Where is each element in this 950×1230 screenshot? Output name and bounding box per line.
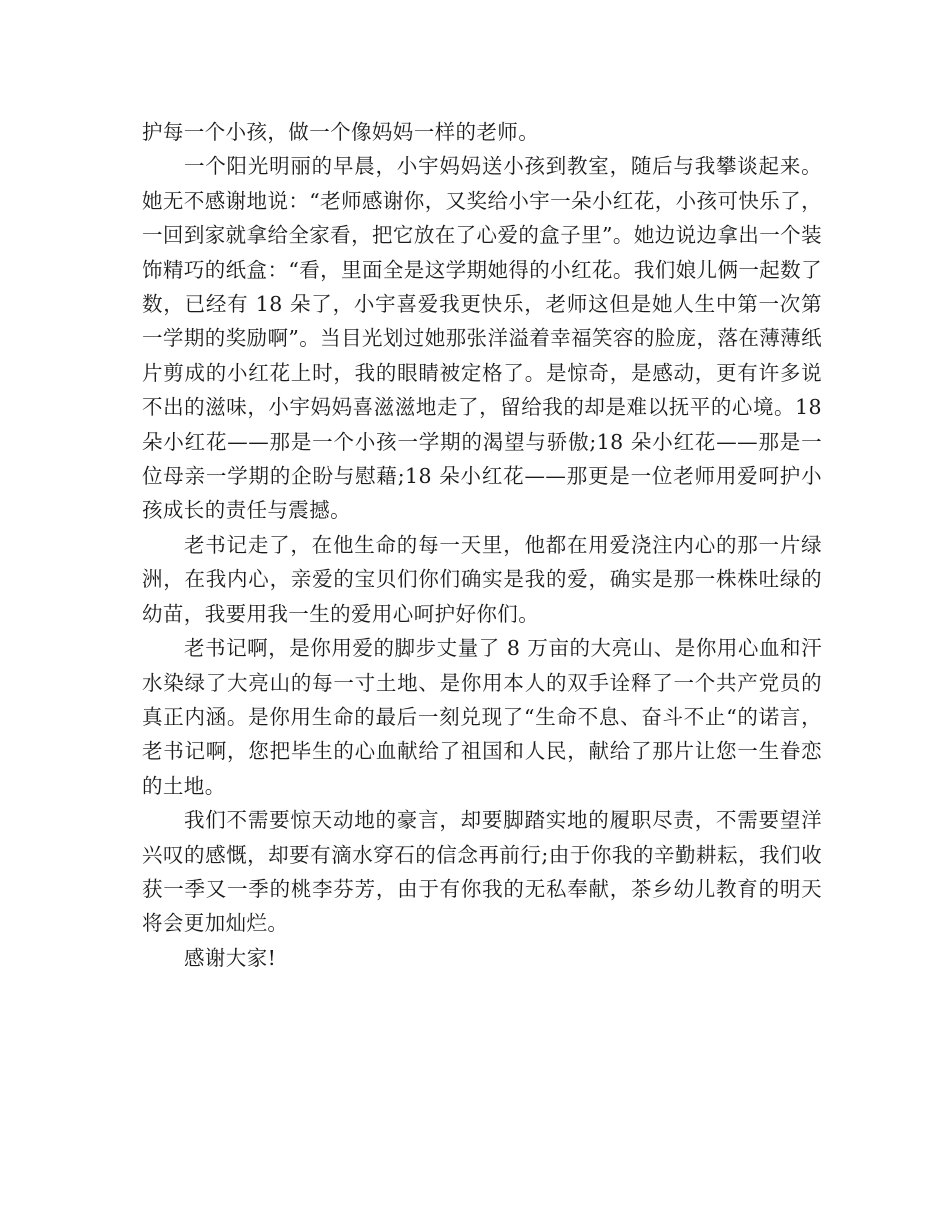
paragraph-red-flowers: 一个阳光明丽的早晨，小宇妈妈送小孩到教室，随后与我攀谈起来。她无不感谢地说：“老师感谢你，又奖给小宇一朵小红花，小孩可快乐了，一回到家就拿给全家看，把它放在了心爱的盒子里”。她边说边拿出一个装饰精巧的纸盒：“看，里面全是这学期她得的小红花。我们娘儿俩一起数了数，已经有 18 朵了，小宇喜爱我更快乐，老师这但是她人生中第一次第一学期的奖励啊”。当目光划过她那张洋溢着幸福笑容的脸庞，落在薄薄纸片剪成的小红花上时，我的眼睛被定格了。是惊奇，是感动，更有许多说不出的滋味，小宇妈妈喜滋滋地走了，留给我的却是难以抚平的心境。18 朵小红花——那是一个小孩一学期的渴望与骄傲;18 朵小红花——那是一位母亲一学期的企盼与慰藉;18 朵小红花——那更是一位老师用爱呵护小孩成长的责任与震撼。: [142, 154, 822, 523]
paragraph-commitment: 我们不需要惊天动地的豪言，却要脚踏实地的履职尽责，不需要望洋兴叹的感慨，却要有滴水穿石的信念再前行;由于你我的辛勤耕耘，我们收获一季又一季的桃李芬芳，由于有你我的无私奉献，茶乡幼儿教育的明天将会更加灿烂。: [142, 808, 822, 936]
document-body: [142, 115, 822, 975]
paragraph-continuation: 护每一个小孩，做一个像妈妈一样的老师。: [142, 120, 540, 144]
paragraph-old-secretary: 老书记走了，在他生命的每一天里，他都在用爱浇注内心的那一片绿洲，在我内心，亲爱的宝贝们你们确实是我的爱，确实是那一株株吐绿的幼苗，我要用我一生的爱用心呵护好你们。: [142, 532, 822, 626]
paragraph-daliang-mountain: 老书记啊，是你用爱的脚步丈量了 8 万亩的大亮山、是你用心血和汗水染绿了大亮山的每一寸土地、是你用本人的双手诠释了一个共产党员的真正内涵。是你用生命的最后一刻兑现了“生命不息、奋斗不止“的诺言，老书记啊，您把毕生的心血献给了祖国和人民，献给了那片让您一生眷恋的土地。: [142, 636, 822, 798]
paragraph-thanks: 感谢大家!: [184, 945, 277, 970]
